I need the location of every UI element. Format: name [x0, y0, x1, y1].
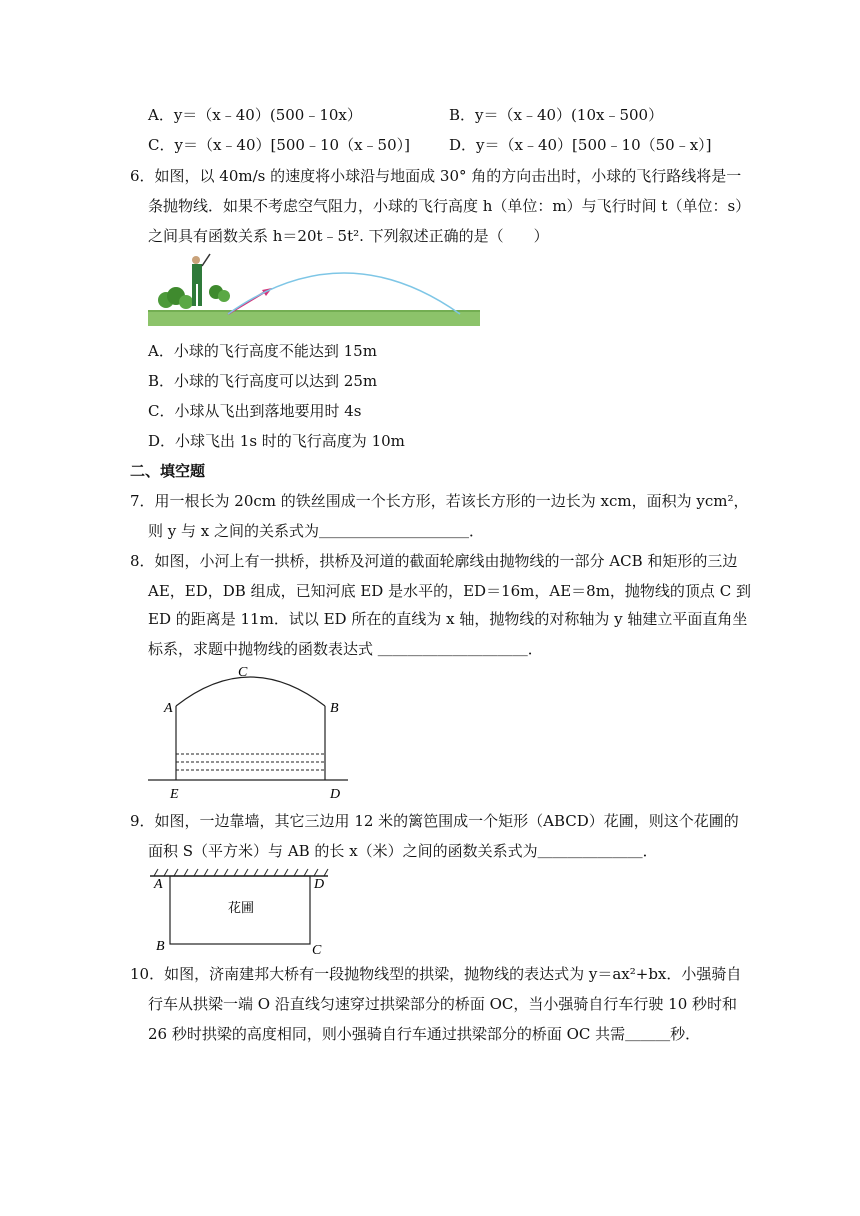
label-d: D — [314, 877, 325, 892]
bush-icon — [158, 287, 193, 309]
trajectory-arc — [228, 273, 460, 314]
q7-line2: 则 y 与 x 之间的关系式为＿＿＿＿＿＿＿＿＿＿． — [148, 522, 485, 540]
q9-line1: 9．如图，一边靠墙，其它三边用 12 米的篱笆围成一个矩形（ABCD）花圃，则这个花圃的 — [130, 812, 739, 830]
q10-line3: 26 秒时拱梁的高度相同，则小强骑自行车通过拱梁部分的桥面 OC 共需＿＿＿秒． — [148, 1025, 701, 1043]
q5-option-b: B．y＝（x﹣40）(10x﹣500） — [449, 106, 664, 124]
q7-line1: 7．用一根长为 20cm 的铁丝围成一个长方形，若该长方形的一边长为 xcm，面积为 ycm²， — [130, 492, 749, 510]
q6-line1: 6．如图，以 40m/s 的速度将小球沿与地面成 30° 角的方向击出时，小球的飞行路线将是一 — [130, 167, 742, 185]
q5-option-c: C．y＝（x﹣40）[500﹣10（x﹣50）] — [148, 136, 410, 154]
q6-option-a: A．小球的飞行高度不能达到 15m — [148, 342, 377, 360]
q9-line2: 面积 S（平方米）与 AB 的长 x（米）之间的函数关系式为＿＿＿＿＿＿＿． — [148, 842, 658, 860]
q8-line1: 8．如图，小河上有一拱桥，拱桥及河道的截面轮廓线由抛物线的一部分 ACB 和矩形的三边 — [130, 552, 738, 570]
q8-line3: ED 的距离是 11m．试以 ED 所在的直线为 x 轴，抛物线的对称轴为 y 轴建立平面直角坐 — [148, 610, 748, 628]
garden-label: 花圃 — [228, 901, 255, 916]
q6-line2: 条抛物线．如果不考虑空气阻力，小球的飞行高度 h（单位：m）与飞行时间 t（单位：s） — [148, 197, 751, 215]
label-d: D — [330, 787, 341, 802]
grass — [148, 310, 480, 326]
q6-option-c: C．小球从飞出到落地要用时 4s — [148, 402, 362, 420]
label-a: A — [164, 701, 173, 716]
wall-hatching — [154, 869, 328, 876]
label-c: C — [312, 943, 322, 956]
label-b: B — [330, 701, 339, 716]
label-a: A — [154, 877, 163, 892]
arch-curve — [176, 677, 325, 706]
golfer-icon — [192, 254, 210, 306]
q8-line4: 标系，求题中抛物线的函数表达式 ＿＿＿＿＿＿＿＿＿＿． — [148, 640, 543, 658]
q6-option-d: D．小球飞出 1s 时的飞行高度为 10m — [148, 432, 405, 450]
q8-line2: AE，ED，DB 组成，已知河底 ED 是水平的，ED＝16m，AE＝8m，抛物线的顶点 C 到 — [148, 582, 751, 600]
q10-line2: 行车从拱梁一端 O 沿直线匀速穿过拱梁部分的桥面 OC，当小强骑自行车行驶 10 秒时和 — [148, 995, 738, 1013]
label-b: B — [156, 939, 165, 954]
label-e: E — [170, 787, 179, 802]
q6-line3: 之间具有函数关系 h＝20t﹣5t². 下列叙述正确的是（ ） — [148, 227, 549, 245]
q10-line1: 10．如图，济南建邦大桥有一段抛物线型的拱梁，抛物线的表达式为 y＝ax²+bx．小强骑自 — [130, 965, 742, 983]
section-title: 二、填空题 — [130, 462, 206, 480]
garden-figure — [150, 866, 330, 956]
q5-option-d: D．y＝（x﹣40）[500﹣10（50﹣x）] — [449, 136, 712, 154]
label-c: C — [238, 665, 248, 680]
tree-icon — [209, 285, 230, 302]
golf-figure — [148, 252, 480, 326]
bridge-figure — [148, 662, 348, 802]
q6-option-b: B．小球的飞行高度可以达到 25m — [148, 372, 378, 390]
q5-option-a: A．y＝（x﹣40）(500﹣10x） — [148, 106, 362, 124]
